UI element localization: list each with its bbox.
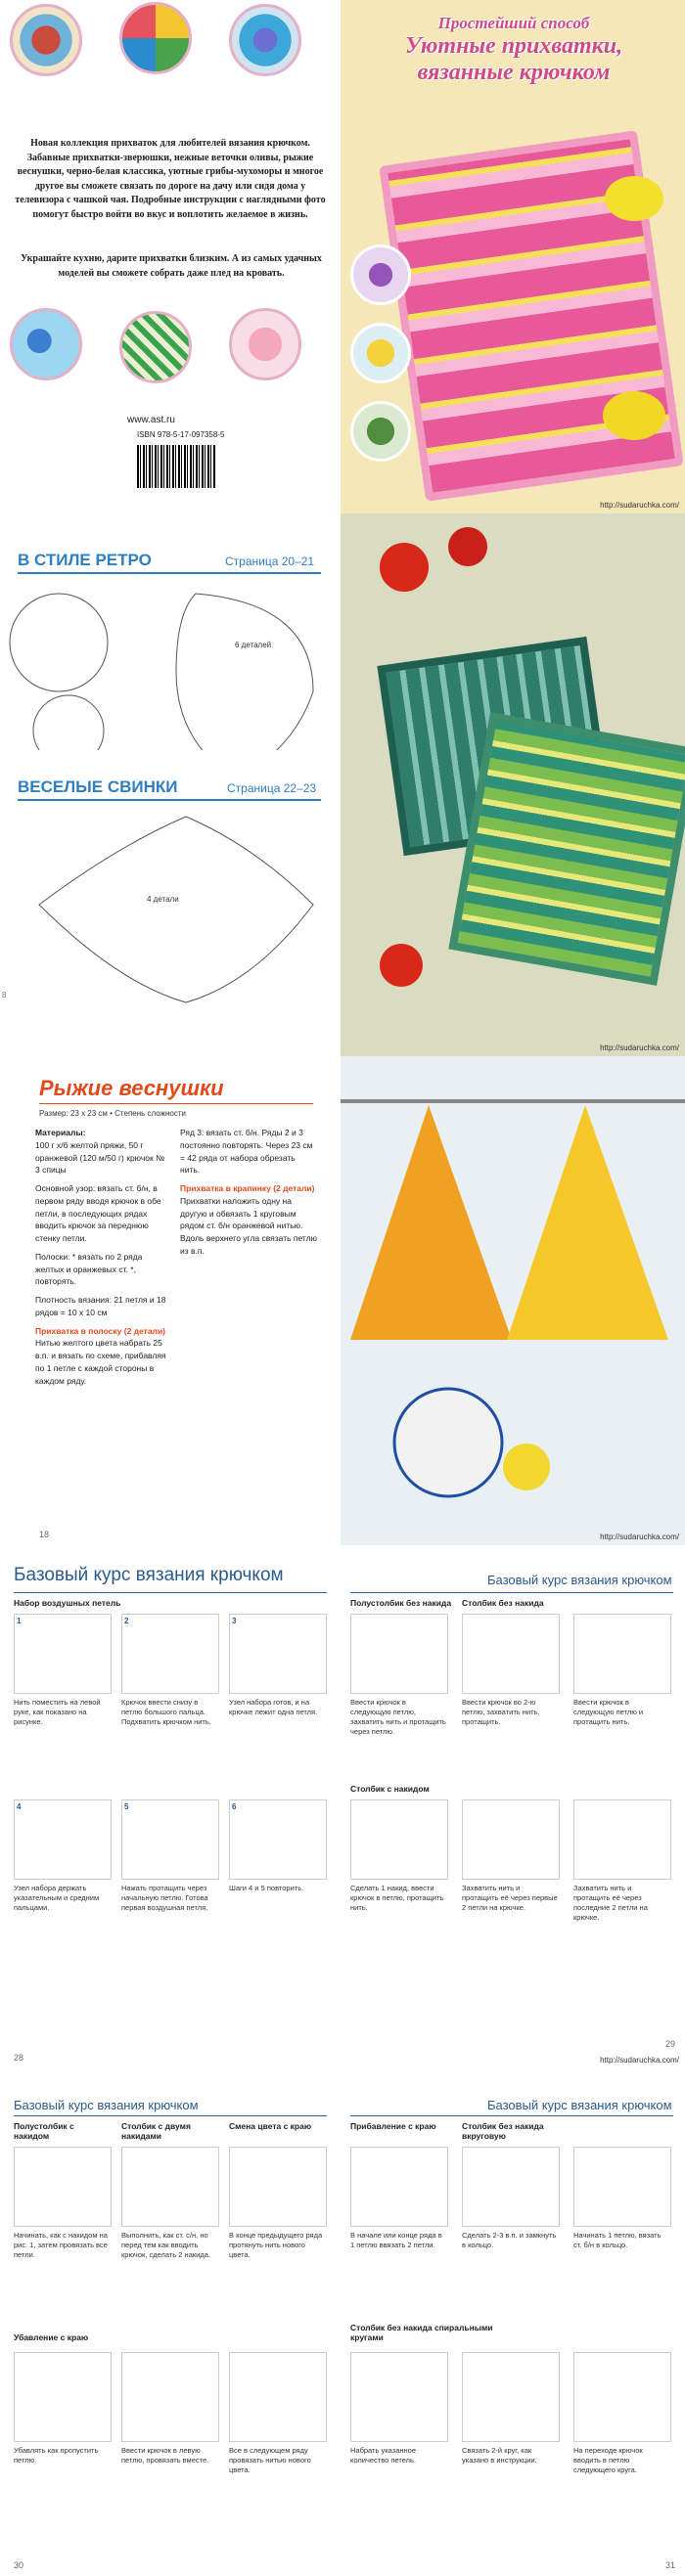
course-title-right: Базовый курс вязания крючком — [487, 1573, 672, 1587]
cover-title — [352, 14, 675, 86]
tr-heading: Столбик с двумя накидами — [121, 2121, 191, 2141]
spread-cover — [0, 0, 685, 513]
round-heading: Столбик без накида вкруговую — [462, 2121, 544, 2141]
cover-title-line-2: Уютные прихватки, — [404, 33, 623, 59]
step-number: 2 — [124, 1617, 129, 1625]
step-12 — [573, 1799, 671, 1880]
step-number: 5 — [124, 1802, 129, 1811]
step-8 — [462, 1614, 560, 1694]
barcode — [137, 445, 215, 488]
thumb-potholder-2 — [119, 2, 192, 74]
thumb-stripes — [119, 311, 192, 383]
retro-templates — [0, 574, 341, 750]
striped-head: Прихватка в полоску (2 детали) — [35, 1325, 166, 1336]
potholder-striped — [448, 712, 685, 986]
caption-8: Ввести крючок в левую петлю, провязать вместе. — [121, 2446, 209, 2465]
step-number: 1 — [17, 1617, 22, 1625]
step-number: 3 — [232, 1617, 237, 1625]
caption-12: На переходе крючок вводить в петлю следующего круга. — [573, 2446, 643, 2475]
small-thumb — [350, 323, 411, 383]
template-leaf — [176, 594, 313, 750]
spread-basic-course-1 — [0, 1545, 685, 2068]
caption-8: Ввести крючок во 2-ю петлю, захватить нить, протащить. — [462, 1698, 540, 1727]
dc-heading: Столбик с накидом — [350, 1784, 430, 1794]
caption-11: Захватить нить и протащить её через первые 2 петли на крючке. — [462, 1884, 558, 1913]
step-11 — [462, 2352, 560, 2442]
retro-page-ref: Страница 20–21 — [225, 555, 315, 568]
column-left — [35, 1127, 167, 1387]
caption-6: Начинать 1 петлю, вязать ст. б/н в кольцо. — [573, 2231, 662, 2250]
retro-title: В СТИЛЕ РЕТРО — [18, 551, 152, 569]
back-cover — [0, 0, 341, 513]
templates-page — [0, 513, 341, 1056]
pattern-photo — [341, 1056, 685, 1545]
step-6 — [229, 1799, 327, 1880]
step-9 — [573, 2147, 671, 2227]
page-number-left: 28 — [14, 2053, 24, 2063]
pigs-rule — [18, 799, 321, 801]
step-11 — [462, 1799, 560, 1880]
sc-heading: Столбик без накида — [462, 1598, 544, 1608]
step-3 — [229, 2147, 327, 2227]
title-rule — [39, 1103, 313, 1104]
step-6 — [229, 2352, 327, 2442]
step-4 — [14, 2352, 112, 2442]
tomato-icon — [448, 527, 487, 566]
pattern-page — [0, 1056, 341, 1545]
caption-9: Ввести крючок в следующую петлю и протащить нить. — [573, 1698, 644, 1727]
spiral-heading: Столбик без накида спиральными кругами — [350, 2323, 493, 2342]
page-number-right: 31 — [664, 2560, 675, 2570]
potholder-striped-triangle — [350, 1105, 512, 1340]
slip-heading: Полустолбик без накида — [350, 1598, 452, 1608]
step-4 — [14, 1799, 112, 1880]
cover-title-line-1: Простейший способ — [437, 14, 590, 32]
caption-7: Убавлять как пропустить петлю. — [14, 2446, 99, 2465]
thumb-pigs — [229, 308, 301, 380]
pigs-label: 4 детали — [147, 895, 179, 904]
pigs-title: ВЕСЕЛЫЕ СВИНКИ — [18, 777, 178, 796]
isbn: ISBN 978-5-17-097358-5 — [137, 430, 225, 439]
step-7 — [350, 2147, 448, 2227]
step-8 — [462, 2147, 560, 2227]
step-2 — [121, 1614, 219, 1694]
caption-1: Нить поместить на левой руке, как показано на рисунке. — [14, 1698, 101, 1727]
retro-label: 6 деталей — [235, 641, 272, 649]
tomato-icon — [380, 543, 429, 592]
potholder-dotted-triangle — [507, 1105, 668, 1340]
page-number-left: 30 — [14, 2560, 24, 2570]
step-5 — [121, 2352, 219, 2442]
dotted-text: Прихватки наложить одну на другую и обвязать 1 круговым рядом ст. б/н оранжевой нитью. Вдоль верхнего угла связать петлю из в.п. — [180, 1195, 317, 1256]
cover-title-line-3: вязанные крючком — [417, 60, 611, 85]
step-number: 4 — [17, 1802, 22, 1811]
small-thumb — [350, 401, 411, 462]
lemon-icon — [605, 176, 663, 221]
step-7 — [350, 1614, 448, 1694]
site-url: www.ast.ru — [127, 415, 175, 425]
thumb-birds — [10, 308, 82, 380]
pigs-page-ref: Страница 22–23 — [227, 781, 317, 795]
caption-5: Нажать протащить через начальную петлю. Готова первая воздушная петля. — [121, 1884, 208, 1913]
watermark-url: http://sudaruchka.com/ — [600, 1044, 679, 1052]
decrease-heading: Убавление с краю — [14, 2332, 89, 2342]
caption-9: Все в следующем ряду провязать нитью нового цвета. — [229, 2446, 311, 2475]
thumb-potholder-1 — [10, 4, 82, 76]
course-title: Базовый курс вязания крючком — [14, 1565, 284, 1585]
main-pattern: Основной узор: вязать ст. б/н, в первом ряду вводя крючок в обе петли, в последующих рядах вводить крючок за переднюю стенку петли. — [35, 1183, 161, 1243]
step-1 — [14, 2147, 112, 2227]
step-9 — [573, 1614, 671, 1694]
page-number-left: 18 — [39, 1530, 50, 1539]
step-10 — [350, 2352, 448, 2442]
thumb-potholder-3 — [229, 4, 301, 76]
retro-photo — [341, 513, 685, 1056]
page-number-right: 29 — [664, 2039, 675, 2049]
caption-12: Захватить нить и протащить её через последние 2 петли на крючке. — [573, 1884, 648, 1923]
step-2 — [121, 2147, 219, 2227]
page-mark: 8 — [2, 991, 7, 999]
watermark-url: http://sudaruchka.com/ — [600, 1532, 679, 1541]
watermark-url: http://sudaruchka.com/ — [600, 501, 679, 510]
step-5 — [121, 1799, 219, 1880]
caption-11: Связать 2-й круг, как указано в инструкции. — [462, 2446, 537, 2465]
step-number: 6 — [232, 1802, 237, 1811]
template-circle-large — [10, 594, 108, 691]
course-page-31 — [341, 2068, 685, 2576]
course-page-30 — [0, 2068, 341, 2576]
tomato-icon — [380, 944, 423, 987]
caption-4: Узел набора держать указательным и средним пальцами. — [14, 1884, 100, 1913]
caption-10: Набрать указанное количество петель. — [350, 2446, 417, 2465]
potholders-illustration — [341, 1056, 685, 1545]
title-rule — [14, 1592, 327, 1593]
caption-2: Крючок ввести снизу в петлю большого пальца. Подхватить крючком нить. — [121, 1698, 211, 1727]
caption-4: В начале или конце ряда в 1 петлю ввязать 2 петли. — [350, 2231, 442, 2250]
step-3 — [229, 1614, 327, 1694]
back-description-2: Украшайте кухню, дарите прихватки близким. А из самых удачных моделей вы сможете собрать даже плед на кровать. — [21, 253, 322, 279]
step-1 — [14, 1614, 112, 1694]
column-right — [180, 1127, 317, 1258]
back-description: Новая коллекция прихваток для любителей вязания крючком. Забавные прихватки-зверюшки, нежные веточки оливы, рыжие веснушки, черно-белая классика, уютные грибы-мухоморы и многое другое вы сможете связать по дороге на дачу или сидя дома у телевизора с чашкой чая. Подробные инструкции с наглядными фото помогут быстро войти во вкус и воплотить желаемое в жизнь. — [15, 138, 326, 220]
course-title-right: Базовый курс вязания крючком — [487, 2098, 672, 2112]
chain-heading: Набор воздушных петель — [14, 1598, 121, 1608]
caption-5: Сделать 2-3 в.п. и замкнуть в кольцо. — [462, 2231, 557, 2250]
caption-1: Начинать, как с накидом на рис. 1, затем провязать все петли. — [14, 2231, 108, 2260]
course-page-29 — [341, 1545, 685, 2068]
caption-7: Ввести крючок в следующую петлю, захватить нить и протащить через петлю. — [350, 1698, 446, 1737]
title-rule — [14, 2115, 327, 2116]
dotted-head: Прихватка в крапинку (2 детали) — [180, 1183, 315, 1193]
title-rule — [350, 1592, 673, 1593]
striped-text: Нитью желтого цвета набрать 25 в.п. и вязать по схеме, прибавляя по 1 петле с каждой стороны в каждом ряду. — [35, 1338, 166, 1386]
stripes-pattern: Полоски: * вязать по 2 ряда желтых и оранжевых ст. *, повторять. — [35, 1251, 143, 1287]
bowl — [394, 1389, 502, 1496]
color-change-heading: Смена цвета с краю — [229, 2121, 312, 2131]
increase-heading: Прибавление с краю — [350, 2121, 436, 2131]
gauge: Плотность вязания: 21 петля и 18 рядов = 10 х 10 см — [35, 1295, 166, 1317]
lemon-icon — [503, 1443, 550, 1490]
caption-6: Шаги 4 и 5 повторить. — [229, 1884, 304, 1892]
title-rule — [350, 2115, 673, 2116]
materials: 100 г х/б желтой пряжи, 50 г оранжевой (120 м/50 г) крючок № 3 спицы — [35, 1139, 165, 1176]
pattern-title: Рыжие веснушки — [39, 1076, 224, 1100]
pigs-template — [0, 807, 341, 1032]
step-12 — [573, 2352, 671, 2442]
spread-pattern — [0, 1056, 685, 1545]
step-10 — [350, 1799, 448, 1880]
materials-head: Материалы: — [35, 1128, 86, 1137]
lemon-icon — [603, 391, 665, 440]
caption-2: Выполнить, как ст. с/н, но перед тем как вводить крючок, сделать 2 накида. — [121, 2231, 210, 2260]
template-circle-small — [33, 695, 104, 750]
caption-3: В конце предыдущего ряда протянуть нить нового цвета. — [229, 2231, 323, 2260]
course-title: Базовый курс вязания крючком — [14, 2098, 199, 2112]
spread-templates — [0, 513, 685, 1056]
caption-10: Сделать 1 накид, ввести крючок в петлю, протащить нить. — [350, 1884, 444, 1913]
caption-3: Узел набора готов, и на крючке лежит одна петля. — [229, 1698, 318, 1717]
rows-text: Ряд 3: вязать ст. б/н. Ряды 2 и 3 постоянно повторять. Через 23 см = 42 ряда от набора обрезать нить. — [180, 1128, 313, 1176]
course-page-28 — [0, 1545, 341, 2068]
front-cover — [341, 0, 685, 513]
spread-basic-course-2 — [0, 2068, 685, 2576]
small-thumb — [350, 244, 411, 305]
watermark-url: http://sudaruchka.com/ — [600, 2056, 679, 2065]
hdc-heading: Полустолбик с накидом — [14, 2121, 74, 2141]
size-line: Размер: 23 х 23 см • Степень сложности — [39, 1109, 187, 1118]
template-pig — [39, 817, 313, 1002]
